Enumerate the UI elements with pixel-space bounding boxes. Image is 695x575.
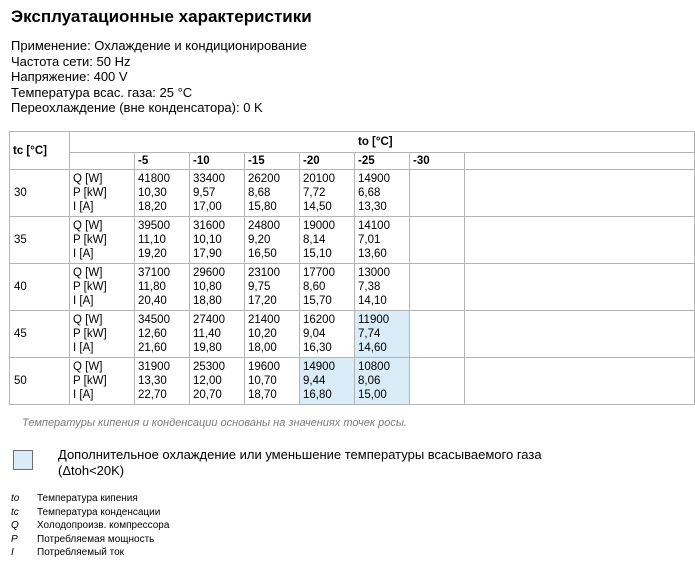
performance-table — [9, 131, 695, 405]
value-i: 15,70 — [303, 295, 332, 308]
data-cell — [410, 264, 465, 311]
value-i: 17,20 — [248, 295, 277, 308]
data-cell — [135, 358, 190, 405]
value-p: 9,75 — [248, 280, 271, 293]
data-cell — [245, 170, 300, 217]
data-cell — [190, 358, 245, 405]
data-cell — [190, 264, 245, 311]
value-q: 31600 — [193, 219, 225, 232]
value-q: 21400 — [248, 313, 280, 326]
data-cell — [355, 170, 410, 217]
value-p: 8,68 — [248, 186, 271, 199]
value-p — [413, 327, 464, 341]
to-column-header: -10 — [190, 153, 245, 170]
value-i: 18,80 — [193, 295, 222, 308]
row-label: Q [W] — [73, 219, 103, 232]
value-q: 17700 — [303, 266, 335, 279]
data-cell — [245, 217, 300, 264]
abbreviation-item — [11, 506, 169, 520]
value-p: 8,06 — [358, 374, 381, 387]
spec-suction-temp: Температура всас. газа: 25 °C — [11, 84, 193, 100]
value-q — [413, 219, 464, 233]
abbreviation-symbol: to — [11, 493, 20, 504]
value-p: 12,00 — [193, 374, 222, 387]
value-i: 17,90 — [193, 248, 222, 261]
to-column-header: -30 — [410, 153, 465, 170]
filler-cell — [465, 311, 695, 358]
value-p: 7,38 — [358, 280, 381, 293]
value-i: 19,80 — [193, 342, 222, 355]
filler-cell — [465, 153, 695, 170]
value-i: 15,10 — [303, 248, 332, 261]
table-row — [10, 170, 695, 217]
abbreviation-item — [11, 519, 169, 533]
row-label: Q [W] — [73, 172, 103, 185]
filler-cell — [465, 358, 695, 405]
value-q — [413, 266, 464, 280]
value-i: 19,20 — [138, 248, 167, 261]
tc-value: 50 — [10, 358, 70, 405]
row-label: I [A] — [73, 342, 94, 355]
row-labels — [70, 264, 135, 311]
filler-cell — [465, 217, 695, 264]
data-cell — [300, 264, 355, 311]
value-i: 13,30 — [358, 201, 387, 214]
to-column-header: -20 — [300, 153, 355, 170]
row-label: I [A] — [73, 248, 94, 261]
value-q: 14900 — [303, 360, 335, 373]
row-labels — [70, 358, 135, 405]
value-i — [413, 388, 464, 402]
data-cell — [190, 311, 245, 358]
row-label: Q [W] — [73, 313, 103, 326]
row-label: I [A] — [73, 201, 94, 214]
abbreviation-symbol: P — [11, 533, 18, 545]
data-cell — [245, 311, 300, 358]
to-column-header: -25 — [355, 153, 410, 170]
data-cell — [245, 358, 300, 405]
value-p: 13,30 — [138, 374, 167, 387]
value-i — [413, 247, 464, 261]
data-cell — [300, 358, 355, 405]
value-i: 13,60 — [358, 248, 387, 261]
value-p: 7,01 — [358, 233, 381, 246]
value-i: 15,00 — [358, 389, 387, 402]
value-p: 11,40 — [193, 327, 221, 340]
value-i: 14,50 — [303, 201, 332, 214]
value-p: 10,70 — [248, 374, 277, 387]
value-i: 16,50 — [248, 248, 277, 261]
data-cell — [190, 217, 245, 264]
spec-list — [11, 38, 307, 116]
value-i: 18,00 — [248, 342, 277, 355]
value-q: 24800 — [248, 219, 280, 232]
row-label: Q [W] — [73, 266, 103, 279]
value-q: 34500 — [138, 313, 170, 326]
value-i: 18,20 — [138, 201, 167, 214]
value-q — [413, 360, 464, 374]
value-p: 7,74 — [358, 327, 381, 340]
value-i: 18,70 — [248, 389, 277, 402]
to-header: to [°C] — [70, 132, 695, 153]
value-q: 37100 — [138, 266, 170, 279]
data-cell — [410, 311, 465, 358]
value-i: 17,00 — [193, 201, 222, 214]
value-p: 12,60 — [138, 327, 167, 340]
value-q: 13000 — [358, 266, 390, 279]
value-i: 15,80 — [248, 201, 277, 214]
value-q: 31900 — [138, 360, 170, 373]
value-i: 20,70 — [193, 389, 222, 402]
data-cell — [245, 264, 300, 311]
abbreviation-description: Температура кипения — [37, 493, 138, 504]
value-q — [413, 313, 464, 327]
value-i: 20,40 — [138, 295, 167, 308]
filler-cell — [465, 264, 695, 311]
abbreviation-symbol: tc — [11, 506, 19, 518]
value-q: 14900 — [358, 172, 390, 185]
value-p: 9,20 — [248, 233, 271, 246]
abbreviation-item — [11, 492, 169, 506]
abbreviation-symbol: Q — [11, 520, 19, 532]
value-p: 8,14 — [303, 233, 326, 246]
value-i — [413, 200, 464, 214]
value-p — [413, 374, 464, 388]
value-p: 8,60 — [303, 280, 326, 293]
data-cell — [135, 170, 190, 217]
abbreviation-item — [11, 533, 169, 547]
value-p: 10,20 — [248, 327, 277, 340]
data-cell — [355, 358, 410, 405]
value-q: 11900 — [358, 313, 390, 326]
value-p: 6,68 — [358, 186, 381, 199]
value-p: 9,57 — [193, 186, 216, 199]
value-q: 33400 — [193, 172, 225, 185]
filler-cell — [465, 170, 695, 217]
legend-line-1: Дополнительное охлаждение или уменьшение температуры всасываемого газа — [58, 447, 542, 462]
value-q: 26200 — [248, 172, 280, 185]
tc-value: 35 — [10, 217, 70, 264]
legend-text — [58, 447, 578, 478]
value-i: 21,60 — [138, 342, 167, 355]
row-label: I [A] — [73, 295, 94, 308]
value-p: 11,80 — [138, 280, 166, 293]
value-p: 11,10 — [138, 233, 166, 246]
abbreviation-list — [11, 492, 169, 560]
data-cell — [410, 217, 465, 264]
dew-point-note: Температуры кипения и конденсации основаны на значениях точек росы. — [22, 417, 407, 429]
legend-swatch — [13, 450, 33, 470]
page-title: Эксплуатационные характеристики — [11, 7, 312, 26]
tc-value: 30 — [10, 170, 70, 217]
value-p: 10,30 — [138, 186, 167, 199]
row-label: P [kW] — [73, 327, 107, 340]
value-p — [413, 186, 464, 200]
value-i — [413, 341, 464, 355]
spec-subcooling: Переохлаждение (вне конденсатора): 0 K — [11, 100, 263, 116]
value-q: 41800 — [138, 172, 170, 185]
value-q: 23100 — [248, 266, 280, 279]
row-labels — [70, 311, 135, 358]
value-p: 9,44 — [303, 374, 326, 387]
table-row — [10, 311, 695, 358]
value-q: 19600 — [248, 360, 280, 373]
data-cell — [300, 170, 355, 217]
data-cell — [410, 170, 465, 217]
value-q: 20100 — [303, 172, 335, 185]
value-p — [413, 280, 464, 294]
value-q: 25300 — [193, 360, 225, 373]
value-q: 14100 — [358, 219, 390, 232]
abbreviation-symbol: I — [11, 547, 14, 559]
data-cell — [135, 264, 190, 311]
value-q — [413, 172, 464, 186]
to-column-header: -5 — [135, 153, 190, 170]
row-label: P [kW] — [73, 233, 107, 246]
abbreviation-description: Температура конденсации — [37, 506, 161, 518]
table-row — [10, 358, 695, 405]
row-label: I [A] — [73, 389, 94, 402]
row-label: P [kW] — [73, 374, 107, 387]
tc-value: 40 — [10, 264, 70, 311]
value-i: 16,30 — [303, 342, 332, 355]
to-column-header: -15 — [245, 153, 300, 170]
abbreviation-description: Потребляемый ток — [37, 547, 125, 559]
abbreviation-description: Потребляемая мощность — [37, 533, 155, 545]
value-q: 39500 — [138, 219, 170, 232]
row-label: P [kW] — [73, 186, 107, 199]
tc-value: 45 — [10, 311, 70, 358]
value-i: 14,10 — [358, 295, 387, 308]
row-label: Q [W] — [73, 360, 103, 373]
data-cell — [355, 217, 410, 264]
data-cell — [135, 311, 190, 358]
value-i: 16,80 — [303, 389, 332, 402]
data-cell — [135, 217, 190, 264]
row-label: P [kW] — [73, 280, 107, 293]
value-p — [413, 233, 464, 247]
value-i: 14,60 — [358, 342, 387, 355]
abbreviation-description: Холодопроизв. компрессора — [37, 520, 170, 532]
legend-line-2: (Δtoh<20K) — [58, 462, 125, 478]
value-i — [413, 294, 464, 308]
value-q: 27400 — [193, 313, 225, 326]
data-cell — [190, 170, 245, 217]
value-p: 7,72 — [303, 186, 326, 199]
spec-frequency: Частота сети: 50 Hz — [11, 53, 131, 69]
abbreviation-item — [11, 546, 169, 560]
table-row — [10, 217, 695, 264]
value-q: 16200 — [303, 313, 335, 326]
tc-header: tc [°C] — [10, 132, 70, 170]
value-p: 10,80 — [193, 280, 222, 293]
row-labels — [70, 170, 135, 217]
value-q: 19000 — [303, 219, 335, 232]
value-q: 29600 — [193, 266, 225, 279]
data-cell — [355, 264, 410, 311]
data-cell — [355, 311, 410, 358]
value-p: 9,04 — [303, 327, 326, 340]
spec-application: Применение: Охлаждение и кондиционирование — [11, 38, 307, 53]
table-row — [10, 264, 695, 311]
value-q: 10800 — [358, 360, 390, 373]
row-labels — [70, 217, 135, 264]
spec-voltage: Напряжение: 400 V — [11, 69, 128, 85]
value-i: 22,70 — [138, 389, 167, 402]
label-col-header — [70, 153, 135, 170]
data-cell — [410, 358, 465, 405]
data-cell — [300, 311, 355, 358]
data-cell — [300, 217, 355, 264]
value-p: 10,10 — [193, 233, 222, 246]
